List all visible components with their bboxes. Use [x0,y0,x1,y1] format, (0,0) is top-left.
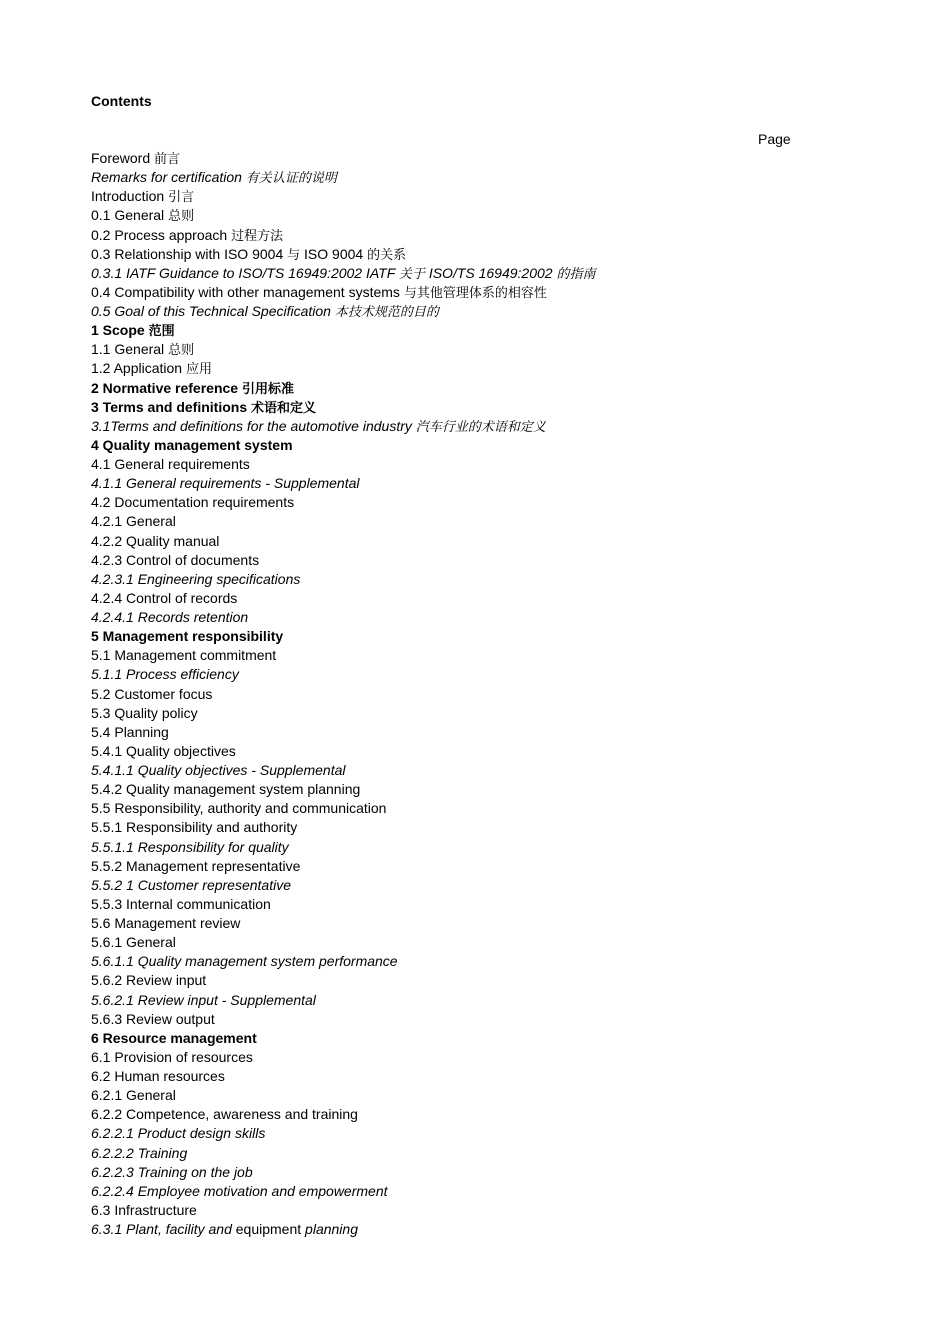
toc-entry[interactable]: 5.1.1 Process efficiency [91,666,239,683]
toc-entry[interactable]: Foreword 前言 [91,150,181,167]
toc-entry[interactable]: 5.4.1 Quality objectives [91,742,236,759]
toc-entry[interactable]: 6.1 Provision of resources [91,1048,253,1065]
toc-entry[interactable]: 1.1 General 总则 [91,341,195,359]
toc-entry[interactable]: 5.5 Responsibility, authority and communication [91,800,387,817]
toc-entry[interactable]: 6.2.2.1 Product design skills [91,1125,266,1142]
toc-entry[interactable]: 5.6.1 General [91,934,176,951]
toc-entry[interactable]: 6.2.2.4 Employee motivation and empowerment [91,1182,388,1199]
toc-entry[interactable]: 6.3 Infrastructure [91,1201,197,1218]
toc-entry[interactable]: 5.5.2 1 Customer representative [91,876,291,893]
toc-entry[interactable]: 1.2 Application 应用 [91,360,212,378]
toc-entry[interactable]: 6.2.2.3 Training on the job [91,1163,253,1180]
toc-entry[interactable]: 6.2.1 General [91,1087,176,1104]
toc-entry[interactable]: 4.2.3 Control of documents [91,551,260,568]
toc-entry[interactable]: 3.1Terms and definitions for the automotive industry 汽车行业的术语和定义 [91,417,546,435]
toc-entry[interactable]: 0.3.1 IATF Guidance to ISO/TS 16949:2002 IATF 关于 ISO/TS 16949:2002 的指南 [91,264,596,282]
toc-entry[interactable]: 4.2 Documentation requirements [91,494,295,511]
toc-entry[interactable]: 4.1 General requirements [91,456,250,472]
toc-entry[interactable]: 6.3.1 Plant, facility and equipment planning [91,1221,358,1237]
toc-entry[interactable]: 4.2.4.1 Records retention [91,609,249,625]
toc-entry[interactable]: 1 Scope 范围 [91,322,175,340]
toc-entry[interactable]: 0.1 General 总则 [91,207,195,225]
toc-entry[interactable]: 5.3 Quality policy [91,704,198,721]
toc-entry[interactable]: 4 Quality management system [91,436,293,453]
contents-heading: Contents [91,93,152,109]
toc-entry[interactable]: 5.5.3 Internal communication [91,895,271,912]
toc-entry[interactable]: 4.2.2 Quality manual [91,532,220,549]
toc-entry[interactable]: 0.5 Goal of this Technical Specification 本技术规范的目的 [91,303,439,320]
toc-entry[interactable]: 5.6.2 Review input [91,972,207,989]
toc-entry[interactable]: 5.1 Management commitment [91,647,277,664]
toc-entry[interactable]: 5.5.1 Responsibility and authority [91,819,298,836]
toc-entry[interactable]: 5.6 Management review [91,915,241,931]
toc-entry[interactable]: 5 Management responsibility [91,628,284,645]
toc-entry[interactable]: 6.2.2.2 Training [91,1144,188,1161]
toc-entry[interactable]: 5.2 Customer focus [91,685,213,702]
toc-entry[interactable]: 4.2.1 General [91,513,176,530]
toc-entry[interactable]: 0.2 Process approach 过程方法 [91,226,284,244]
toc-entry[interactable]: 3 Terms and definitions 术语和定义 [91,398,317,416]
table-of-contents [91,149,595,1239]
toc-entry[interactable]: 5.6.2.1 Review input - Supplemental [91,991,316,1008]
toc-entry[interactable]: 5.6.1.1 Quality management system performance [91,953,398,970]
toc-entry[interactable]: 4.1.1 General requirements - Supplemental [91,475,360,492]
toc-entry[interactable]: Remarks for certification 有关认证的说明 [91,169,337,187]
toc-entry[interactable]: 6.2 Human resources [91,1068,225,1084]
toc-entry[interactable]: 6 Resource management [91,1029,257,1046]
toc-entry[interactable]: 5.4.1.1 Quality objectives - Supplemental [91,762,346,778]
toc-entry[interactable]: 6.2.2 Competence, awareness and training [91,1106,358,1123]
page-column-label: Page [758,131,791,147]
toc-entry[interactable]: 2 Normative reference 引用标准 [91,379,294,397]
toc-entry[interactable]: 5.5.1.1 Responsibility for quality [91,838,289,855]
toc-entry[interactable]: 0.4 Compatibility with other management systems 与其他管理体系的相容性 [91,283,547,301]
toc-entry[interactable]: Introduction 引言 [91,188,195,206]
toc-entry[interactable]: 5.4 Planning [91,723,169,740]
toc-entry[interactable]: 4.2.3.1 Engineering specifications [91,570,301,587]
toc-entry[interactable]: 0.3 Relationship with ISO 9004 与 ISO 9004 的关系 [91,245,407,263]
toc-entry[interactable]: 5.4.2 Quality management system planning [91,781,361,798]
toc-entry[interactable]: 4.2.4 Control of records [91,589,238,606]
toc-entry[interactable]: 5.5.2 Management representative [91,857,301,874]
toc-entry[interactable]: 5.6.3 Review output [91,1010,215,1027]
